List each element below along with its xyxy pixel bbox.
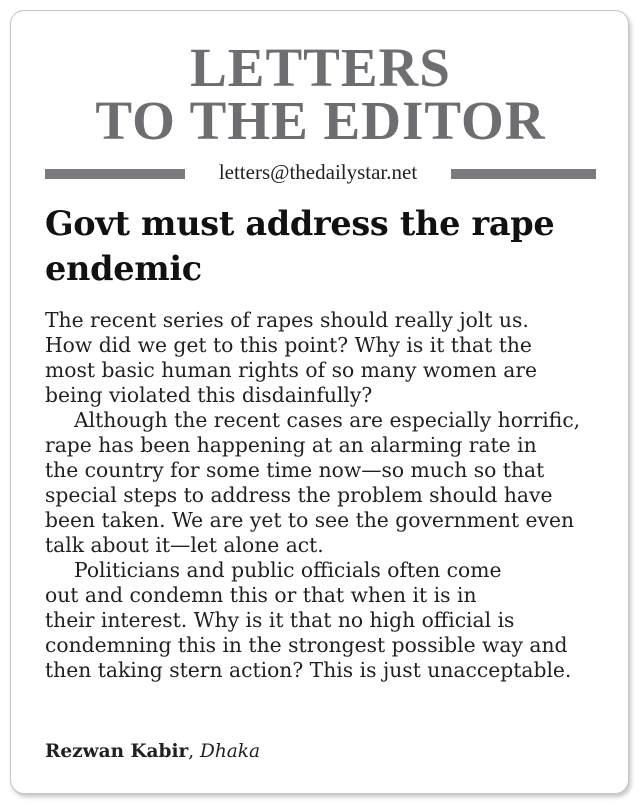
email-address: letters@thedailystar.net xyxy=(218,160,418,184)
body-line: How did we get to this point? Why is it that the xyxy=(45,333,532,357)
body-line: rape has been happening at an alarming rate in xyxy=(45,433,537,457)
body-line: been taken. We are yet to see the government even xyxy=(45,508,575,532)
body-line: being violated this disdainfully? xyxy=(45,383,373,407)
masthead-title-line2: TO THE EDITOR xyxy=(95,90,546,151)
body-line: The recent series of rapes should really jolt us. xyxy=(45,308,529,332)
body-line: then taking stern action? This is just unacceptable. xyxy=(45,658,572,682)
letter-body xyxy=(45,308,610,683)
body-line: Although the recent cases are especially horrific, xyxy=(74,408,581,432)
body-line: out and condemn this or that when it is in xyxy=(45,583,477,607)
author-location: Dhaka xyxy=(200,741,261,762)
body-line: talk about it—let alone act. xyxy=(45,533,324,557)
masthead-title-line1: LETTERS xyxy=(190,37,451,98)
paragraph-1 xyxy=(45,308,610,408)
body-line: Politicians and public officials often come xyxy=(74,558,502,582)
body-line: most basic human rights of so many women are xyxy=(45,358,538,382)
signature-separator: , xyxy=(188,741,200,762)
letter-headline: Govt must address the rape endemic xyxy=(45,204,555,288)
paragraph-3 xyxy=(45,558,610,683)
divider-rule-right xyxy=(451,169,596,179)
paragraph-2 xyxy=(45,408,610,558)
body-line: their interest. Why is it that no high official is xyxy=(45,608,515,632)
body-line: the country for some time now—so much so that xyxy=(45,458,545,482)
body-line: condemning this in the strongest possible way and xyxy=(45,633,568,657)
letter-signature xyxy=(45,741,260,763)
author-name: Rezwan Kabir xyxy=(45,741,189,762)
divider-rule-left xyxy=(45,169,185,179)
body-line: special steps to address the problem should have xyxy=(45,483,553,507)
